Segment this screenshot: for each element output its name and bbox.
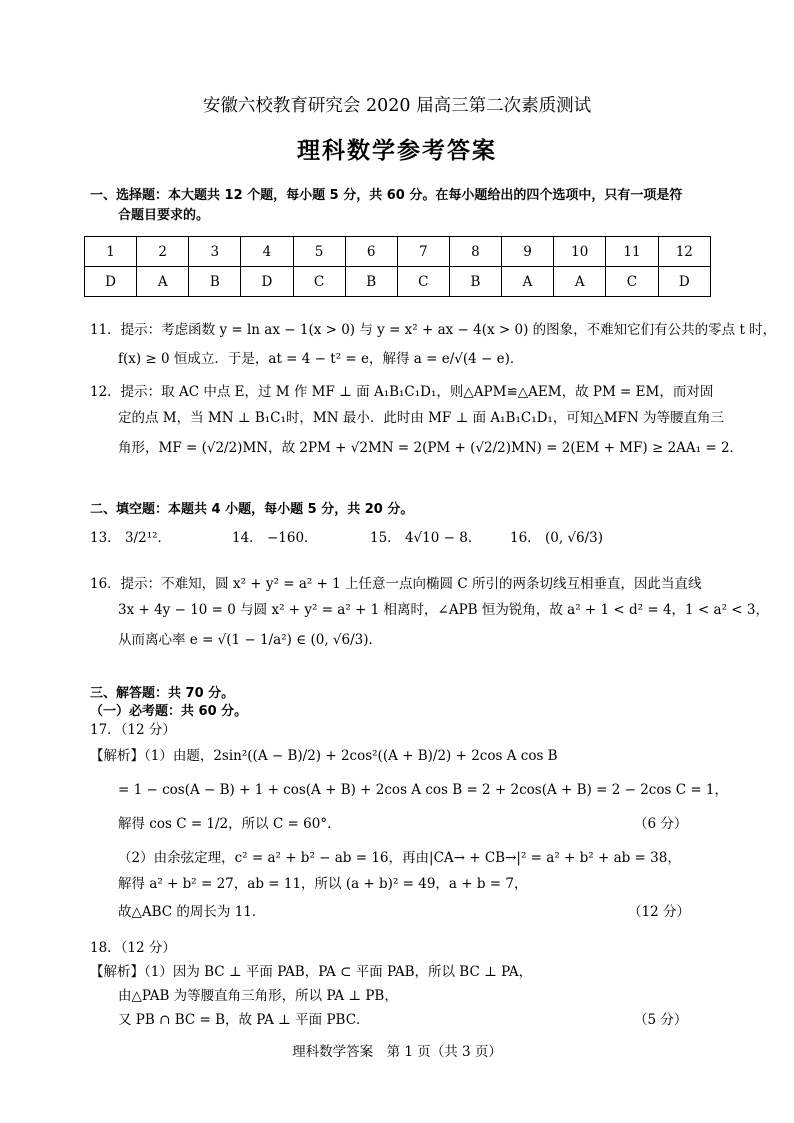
table-cell: 5 xyxy=(293,237,345,267)
table-cell: 10 xyxy=(554,237,606,267)
section3-heading: 三、解答题：共 70 分。 xyxy=(90,686,235,701)
table-cell: 8 xyxy=(449,237,501,267)
answer-16: 16． (0, √6/3) xyxy=(510,530,604,546)
table-cell: 3 xyxy=(189,237,241,267)
table-cell: C xyxy=(397,267,449,297)
section1-heading: 一、选择题：本大题共 12 个题，每小题 5 分，共 60 分。在每小题给出的四个选项中，只有一项是符 xyxy=(90,188,683,203)
table-cell: 9 xyxy=(501,237,553,267)
q17-line4: （2）由余弦定理，c² = a² + b² − ab = 16，再由|CA→ + CB→|² = a² + b² + ab = 38， xyxy=(118,850,681,866)
q17-line3: 解得 cos C = 1/2，所以 C = 60°． xyxy=(118,816,341,832)
q17-line1: 【解析】（1）由题，2sin²((A − B)/2) + 2cos²((A + B)/2) + 2cos A cos B xyxy=(90,748,558,764)
q17-line6: 故△ABC 的周长为 11． xyxy=(118,904,266,920)
table-cell: 4 xyxy=(241,237,293,267)
section2-heading: 二、填空题：本题共 4 小题，每小题 5 分，共 20 分。 xyxy=(90,502,414,517)
answer-table-number-row xyxy=(85,237,711,267)
q17-score-2: （12 分） xyxy=(628,904,690,920)
table-cell: 12 xyxy=(658,237,710,267)
table-cell: 7 xyxy=(397,237,449,267)
page-title: 理科数学参考答案 xyxy=(297,138,497,164)
section3-subheading: （一）必考题：共 60 分。 xyxy=(90,704,248,719)
table-cell: A xyxy=(554,267,606,297)
note-16-line1: 16．提示：不难知，圆 x² + y² = a² + 1 上任意一点向椭圆 C 所引的两条切线互相垂直，因此当直线 xyxy=(90,576,702,592)
q18-line2: 由△PAB 为等腰直角三角形，所以 PA ⊥ PB， xyxy=(118,988,398,1004)
page-footer: 理科数学答案 第 1 页（共 3 页） xyxy=(292,1044,502,1060)
answer-table-answer-row xyxy=(85,267,711,297)
table-cell: D xyxy=(85,267,137,297)
answer-14: 14． −160． xyxy=(232,530,318,546)
table-cell: B xyxy=(189,267,241,297)
q17-line5: 解得 a² + b² = 27，ab = 11，所以 (a + b)² = 49，a + b = 7， xyxy=(118,876,528,892)
table-cell: A xyxy=(501,267,553,297)
answer-13: 13． 3/2¹²． xyxy=(90,530,172,546)
q18-line3: 又 PB ∩ BC = B，故 PA ⊥ 平面 PBC． xyxy=(118,1012,370,1028)
note-11-line2: f(x) ≥ 0 恒成立．于是，at = 4 − t² = e，解得 a = e/√(4 − e)． xyxy=(118,351,524,367)
note-12-line2: 定的点 M，当 MN ⊥ B₁C₁时，MN 最小．此时由 MF ⊥ 面 A₁B₁C₁D₁，可知△MFN 为等腰直角三 xyxy=(118,410,725,426)
q17-score-1: （6 分） xyxy=(634,816,688,832)
q18-line1: 【解析】（1）因为 BC ⊥ 平面 PAB，PA ⊂ 平面 PAB，所以 BC ⊥ PA， xyxy=(90,964,533,980)
document-header: 安徽六校教育研究会 2020 届高三第二次素质测试 xyxy=(202,96,592,116)
section1-heading-cont: 合题目要求的。 xyxy=(118,208,210,223)
answer-table xyxy=(84,236,711,297)
q18-title: 18．（12 分） xyxy=(90,940,176,956)
table-cell: B xyxy=(345,267,397,297)
note-11-line1: 11．提示：考虑函数 y = ln ax − 1(x > 0) 与 y = x² + ax − 4(x > 0) 的图象，不难知它们有公共的零点 t 时， xyxy=(90,322,777,338)
note-12-line1: 12．提示：取 AC 中点 E，过 M 作 MF ⊥ 面 A₁B₁C₁D₁，则△APM≌△AEM，故 PM = EM，而对固 xyxy=(90,384,714,400)
table-cell: C xyxy=(606,267,658,297)
table-cell: A xyxy=(137,267,189,297)
q17-line2: = 1 − cos(A − B) + 1 + cos(A + B) + 2cos A cos B = 2 + 2cos(A + B) = 2 − 2cos C = 1， xyxy=(118,782,729,798)
table-cell: D xyxy=(241,267,293,297)
table-cell: 6 xyxy=(345,237,397,267)
table-cell: B xyxy=(449,267,501,297)
q17-title: 17．（12 分） xyxy=(90,722,176,738)
note-12-line3: 角形，MF = (√2/2)MN，故 2PM + √2MN = 2(PM + (√2/2)MN) = 2(EM + MF) ≥ 2AA₁ = 2． xyxy=(118,440,744,456)
table-cell: 11 xyxy=(606,237,658,267)
answer-15: 15． 4√10 − 8． xyxy=(370,530,482,546)
q18-score-1: （5 分） xyxy=(634,1012,688,1028)
note-16-line2: 3x + 4y − 10 = 0 与圆 x² + y² = a² + 1 相离时，∠APB 恒为锐角，故 a² + 1 < d² = 4，1 < a² < 3， xyxy=(118,602,769,618)
table-cell: 1 xyxy=(85,237,137,267)
table-cell: 2 xyxy=(137,237,189,267)
note-16-line3: 从而离心率 e = √(1 − 1/a²) ∈ (0, √6/3)． xyxy=(118,632,383,648)
table-cell: D xyxy=(658,267,710,297)
table-cell: C xyxy=(293,267,345,297)
